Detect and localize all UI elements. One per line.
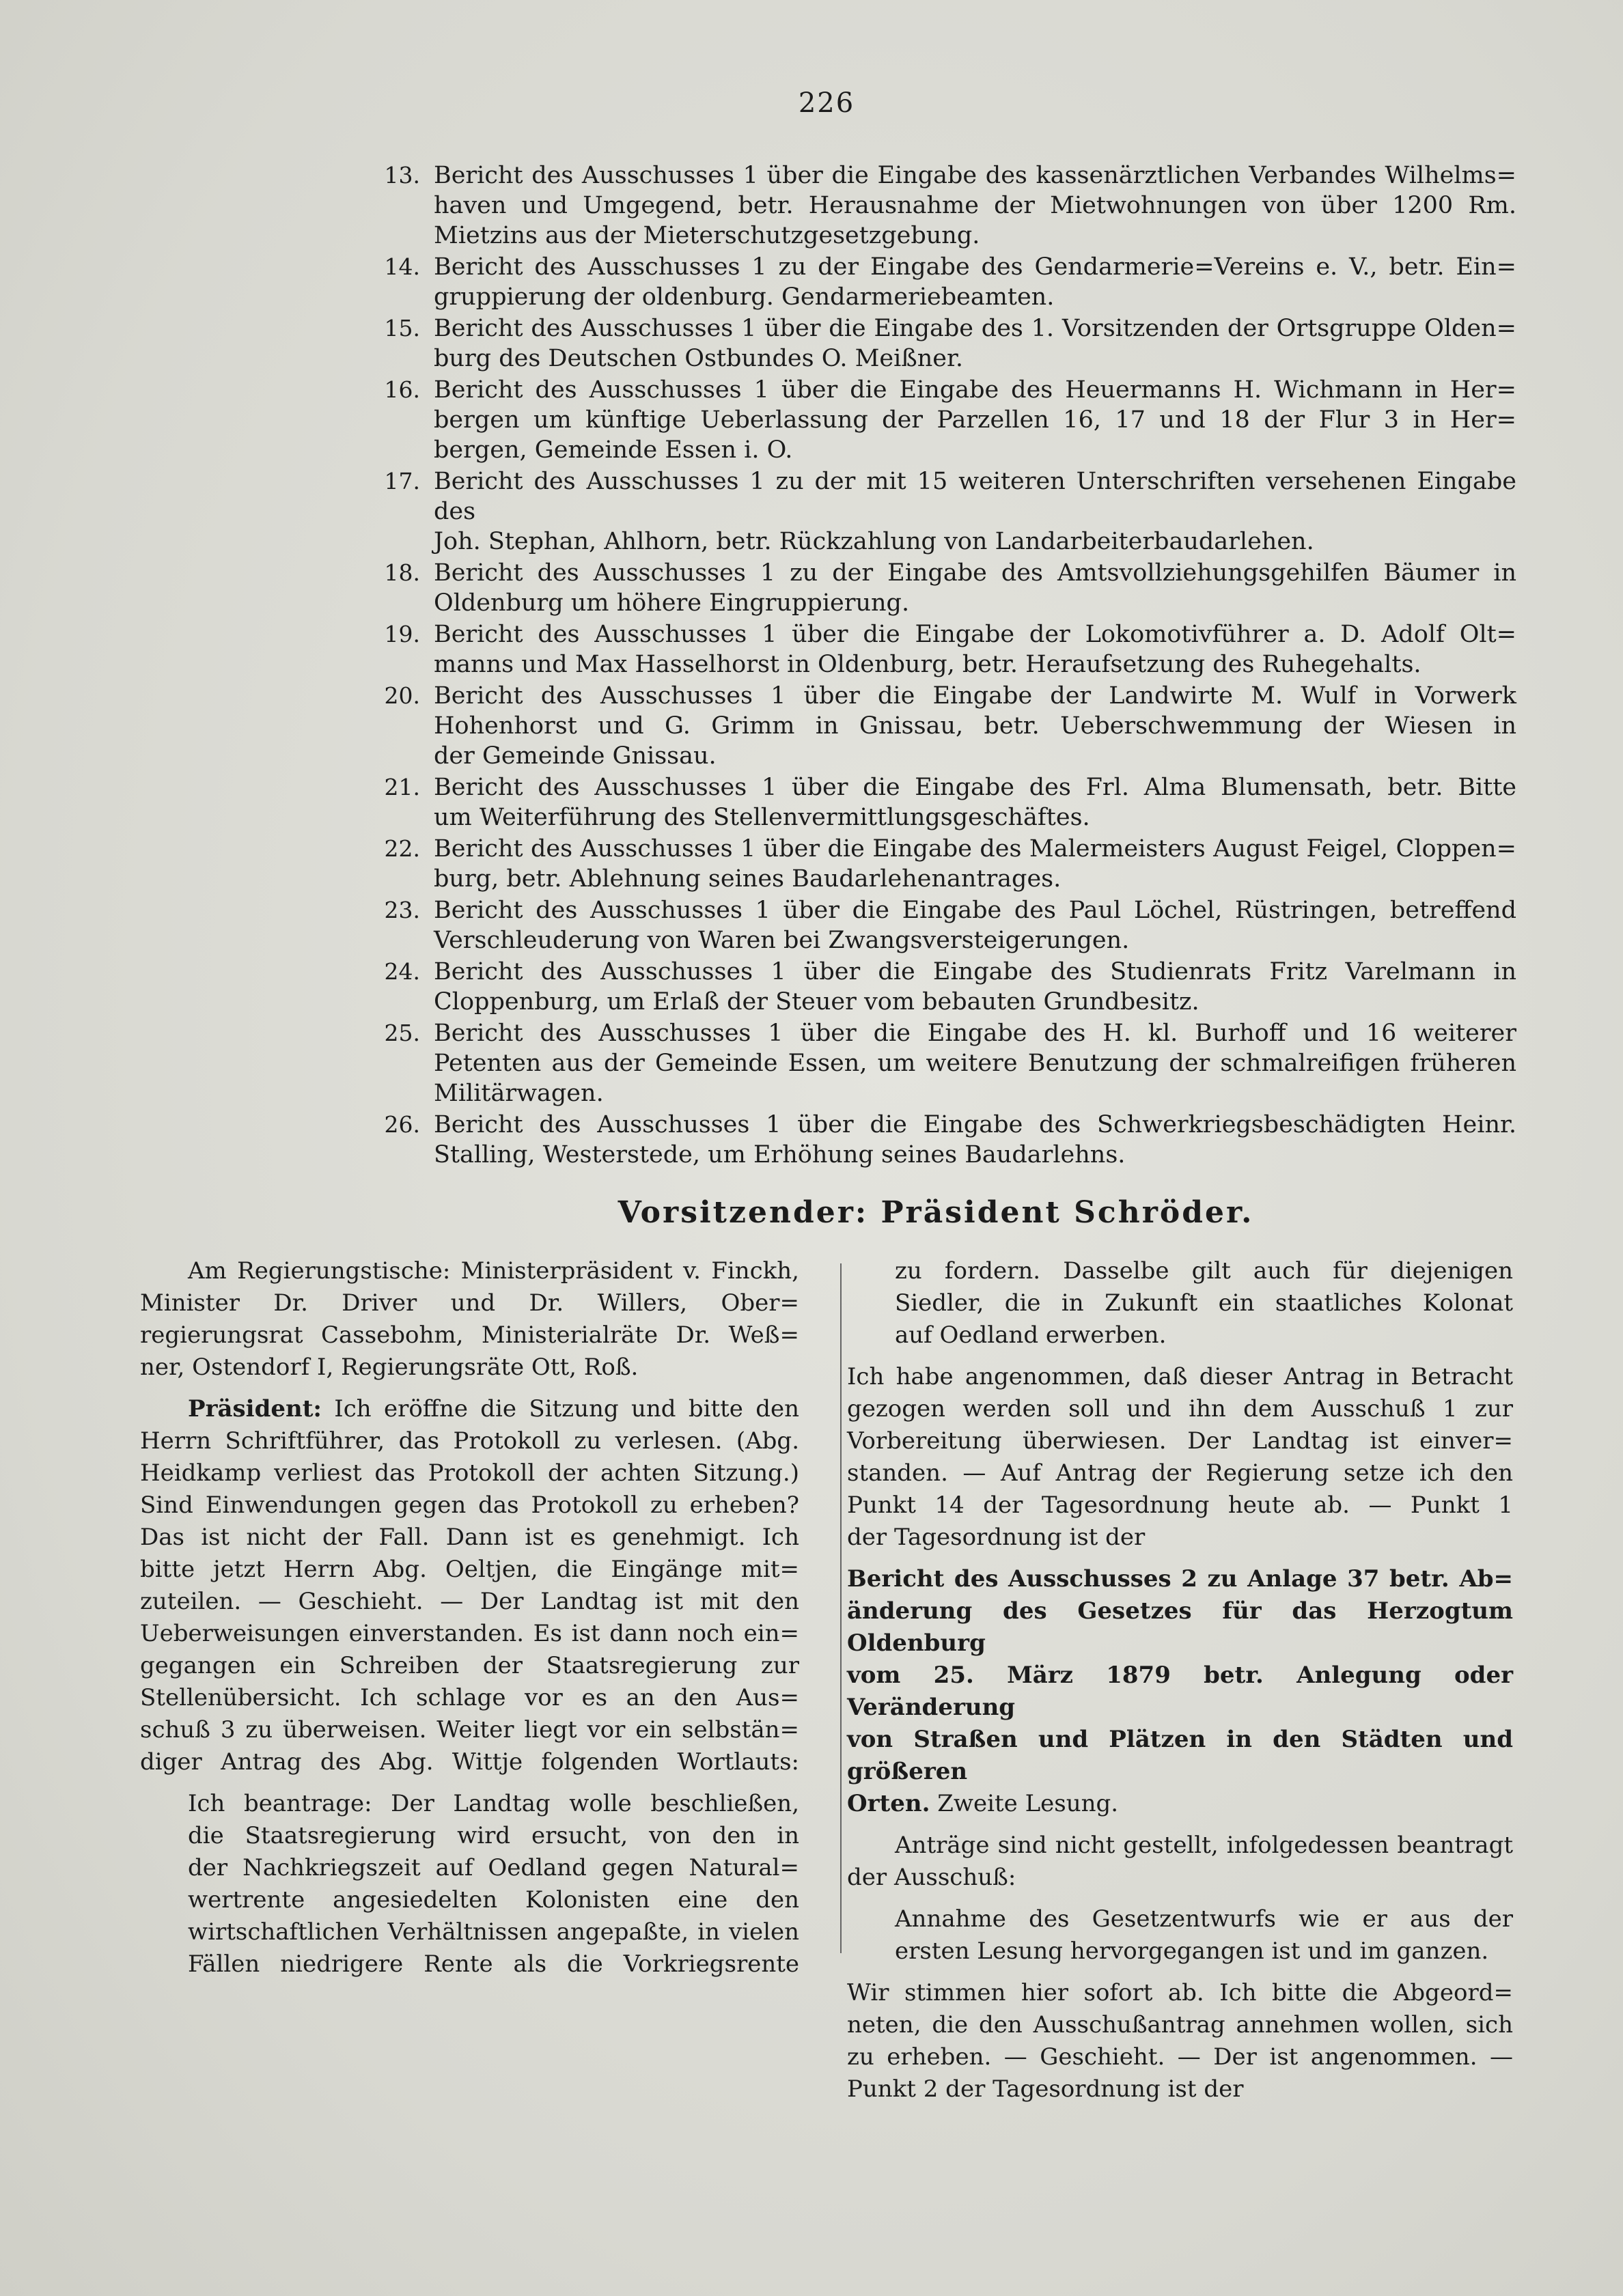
agenda-item-text: Verschleuderung von Waren bei Zwangsversteigerungen.: [434, 927, 1130, 954]
agenda-item-text: Bericht des Ausschusses 1 zu der mit 15 weiteren Unterschriften versehenen Eingabe des: [434, 468, 1516, 525]
agenda-item-number: 21.: [384, 774, 420, 800]
agenda-item-number: 14.: [384, 253, 420, 280]
attendance-line: Am Regierungstische: Ministerpräsident v. Finckh,: [188, 1257, 799, 1285]
agenda-item-text: Bericht des Ausschusses 1 über die Eingabe des kassenärztlichen Verbandes Wilhelms=: [434, 162, 1516, 189]
attendance-line: ner, Ostendorf I, Regierungsräte Ott, Roß.: [140, 1354, 639, 1381]
report-heading-line: vom 25. März 1879 betr. Anlegung oder Veränderung: [847, 1662, 1513, 1721]
committee-proposal: [847, 1903, 1513, 1968]
agenda-item: [355, 957, 1516, 1017]
paragraph-line: Punkt 14 der Tagesordnung heute ab. — Punkt 1: [847, 1492, 1513, 1519]
agenda-item-text: Bericht des Ausschusses 1 über die Eingabe des Heuermanns H. Wichmann in Her=: [434, 376, 1516, 404]
speech-opening: [140, 1393, 799, 1425]
column-divider: [840, 1263, 842, 1953]
motion-line: wertrente angesiedelten Kolonisten eine den: [188, 1886, 799, 1914]
speaker-label: Präsident:: [188, 1395, 322, 1423]
report-heading-bold-end: Orten.: [847, 1790, 930, 1817]
agenda-item-text: Bericht des Ausschusses 1 über die Eingabe des 1. Vorsitzenden der Ortsgruppe Olden=: [434, 315, 1516, 342]
agenda-item-text: Oldenburg um höhere Eingruppierung.: [434, 589, 910, 617]
agenda-item-text: Joh. Stephan, Ahlhorn, betr. Rückzahlung von Landarbeiterbaudarlehen.: [434, 528, 1314, 555]
agenda-item-text: Bericht des Ausschusses 1 über die Eingabe des Frl. Alma Blumensath, betr. Bitte: [434, 774, 1516, 801]
paragraph-line: Anträge sind nicht gestellt, infolgedessen beantragt: [895, 1832, 1513, 1859]
agenda-item-text: Stalling, Westerstede, um Erhöhung seines Baudarlehns.: [434, 1141, 1126, 1168]
agenda-item-text: Mietzins aus der Mieterschutzgesetzgebung.: [434, 222, 980, 249]
attendance-line: regierungsrat Cassebohm, Ministerialräte Dr. Weß=: [140, 1321, 799, 1349]
motion-quote-continued: [847, 1255, 1513, 1352]
speech-line: Sind Einwendungen gegen das Protokoll zu erheben?: [140, 1492, 799, 1519]
agenda-item-text: Bericht des Ausschusses 1 zu der Eingabe des Gendarmerie=Vereins e. V., betr. Ein=: [434, 253, 1516, 281]
speech-line: Stellenübersicht. Ich schlage vor es an den Aus=: [140, 1684, 799, 1711]
speech-line: zuteilen. — Geschieht. — Der Landtag ist mit den: [140, 1588, 799, 1615]
agenda-item: [355, 252, 1516, 312]
agenda-item-text: Bericht des Ausschusses 1 über die Eingabe der Landwirte M. Wulf in Vorwerk: [434, 682, 1516, 710]
agenda-item-text: Bericht des Ausschusses 1 über die Eingabe des Paul Löchel, Rüstringen, betreffend: [434, 897, 1516, 924]
agenda-item-text: Bericht des Ausschusses 1 über die Eingabe der Lokomotivführer a. D. Adolf Olt=: [434, 621, 1516, 648]
motion-line: Siedler, die in Zukunft ein staatliches Kolonat: [895, 1289, 1513, 1317]
speech-line: gegangen ein Schreiben der Staatsregierung zur: [140, 1652, 799, 1679]
agenda-item: [355, 375, 1516, 465]
motion-line: Fällen niedrigere Rente als die Vorkriegsrente: [188, 1950, 799, 1978]
paragraph-line: zu erheben. — Geschieht. — Der ist angenommen. —: [847, 2043, 1513, 2071]
agenda-item-number: 20.: [384, 682, 420, 709]
agenda-item-text: bergen, Gemeinde Essen i. O.: [434, 436, 793, 464]
right-column: [847, 1255, 1513, 2105]
attendance-block: [140, 1255, 799, 1384]
paragraph-line: standen. — Auf Antrag der Regierung setze ich den: [847, 1459, 1513, 1487]
speech-line: Herrn Schriftführer, das Protokoll zu verlesen. (Abg.: [140, 1427, 799, 1455]
agenda-item-number: 23.: [384, 897, 420, 923]
report-heading-line: Bericht des Ausschusses 2 zu Anlage 37 betr. Ab=: [847, 1565, 1513, 1593]
paragraph-line: Ich habe angenommen, daß dieser Antrag in Betracht: [847, 1363, 1513, 1390]
motion-line: Ich beantrage: Der Landtag wolle beschließen,: [188, 1790, 799, 1817]
agenda-item: [355, 558, 1516, 618]
paragraph-1: [847, 1361, 1513, 1554]
paragraph-line: Vorbereitung überwiesen. Der Landtag ist einver=: [847, 1427, 1513, 1455]
agenda-item: [355, 895, 1516, 955]
agenda-item-number: 17.: [384, 468, 420, 494]
agenda-item: [355, 681, 1516, 771]
report-heading-line: änderung des Gesetzes für das Herzogtum Oldenburg: [847, 1597, 1513, 1657]
speech-block: [140, 1425, 799, 1778]
agenda-item-text: manns und Max Hasselhorst in Oldenburg, betr. Heraufsetzung des Ruhegehalts.: [434, 651, 1421, 678]
agenda-item-text: Bericht des Ausschusses 1 über die Eingabe des Studienrats Fritz Varelmann in: [434, 958, 1516, 985]
report-heading: [847, 1563, 1513, 1788]
report-heading-line: von Straßen und Plätzen in den Städten und größeren: [847, 1726, 1513, 1785]
agenda-item: [355, 466, 1516, 557]
agenda-list: [355, 160, 1516, 1171]
motion-line: der Nachkriegszeit auf Oedland gegen Natural=: [188, 1854, 799, 1881]
agenda-item-text: Petenten aus der Gemeinde Essen, um weitere Benutzung der schmalreifigen früheren: [434, 1050, 1516, 1077]
agenda-item: [355, 313, 1516, 374]
speech-line: bitte jetzt Herrn Abg. Oeltjen, die Eingänge mit=: [140, 1556, 799, 1583]
proposal-line: ersten Lesung hervorgegangen ist und im ganzen.: [895, 1937, 1489, 1965]
agenda-item-text: der Gemeinde Gnissau.: [434, 742, 717, 770]
proposal-line: Annahme des Gesetzentwurfs wie er aus der: [895, 1905, 1513, 1933]
agenda-item: [355, 160, 1516, 251]
paragraph-line: gezogen werden soll und ihn dem Ausschuß 1 zur: [847, 1395, 1513, 1423]
speech-line: Das ist nicht der Fall. Dann ist es genehmigt. Ich: [140, 1524, 799, 1551]
paragraph-3: [847, 1977, 1513, 2105]
paragraph-line: der Tagesordnung ist der: [847, 1524, 1146, 1551]
agenda-item-text: gruppierung der oldenburg. Gendarmeriebeamten.: [434, 283, 1055, 311]
agenda-item-text: Bericht des Ausschusses 1 über die Eingabe des Schwerkriegsbeschädigten Heinr.: [434, 1111, 1516, 1138]
report-heading-last: [847, 1788, 1513, 1820]
agenda-item: [355, 619, 1516, 680]
paragraph-line: der Ausschuß:: [847, 1864, 1016, 1891]
agenda-item-number: 13.: [384, 162, 420, 188]
chair-heading: Vorsitzender: Präsident Schröder.: [618, 1195, 1254, 1230]
agenda-item-number: 16.: [384, 376, 420, 403]
agenda-item-text: um Weiterführung des Stellenvermittlungsgeschäftes.: [434, 804, 1090, 831]
speech-line: schuß 3 zu überweisen. Weiter liegt vor ein selbstän=: [140, 1716, 799, 1744]
agenda-item: [355, 834, 1516, 894]
agenda-item-number: 22.: [384, 835, 420, 862]
agenda-item: [355, 1018, 1516, 1108]
agenda-item-text: Militärwagen.: [434, 1080, 604, 1107]
agenda-item-text: burg des Deutschen Ostbundes O. Meißner.: [434, 345, 963, 372]
agenda-item-number: 19.: [384, 621, 420, 647]
agenda-item-number: 25.: [384, 1020, 420, 1046]
paragraph-2: [847, 1830, 1513, 1894]
speech-line: Ueberweisungen einverstanden. Es ist dann noch ein=: [140, 1620, 799, 1647]
speech-line: diger Antrag des Abg. Wittje folgenden Wortlauts:: [140, 1748, 799, 1776]
agenda-item-text: Bericht des Ausschusses 1 über die Eingabe des H. kl. Burhoff und 16 weiterer: [434, 1020, 1516, 1047]
page-number: 226: [798, 87, 855, 119]
agenda-item-text: Cloppenburg, um Erlaß der Steuer vom bebauten Grundbesitz.: [434, 988, 1199, 1016]
agenda-item-number: 15.: [384, 315, 420, 341]
agenda-item-number: 18.: [384, 559, 420, 586]
agenda-item-number: 26.: [384, 1111, 420, 1138]
agenda-item-text: Hohenhorst und G. Grimm in Gnissau, betr. Ueberschwemmung der Wiesen in: [434, 712, 1516, 740]
agenda-item-text: Bericht des Ausschusses 1 über die Eingabe des Malermeisters August Feigel, Cloppen=: [434, 835, 1516, 863]
attendance-line: Minister Dr. Driver und Dr. Willers, Ober=: [140, 1289, 799, 1317]
agenda-item-text: Bericht des Ausschusses 1 zu der Eingabe des Amtsvollziehungsgehilfen Bäumer in: [434, 559, 1516, 587]
agenda-item-text: burg, betr. Ablehnung seines Baudarlehenantrages.: [434, 865, 1062, 893]
left-column: [140, 1255, 799, 1980]
paragraph-line: neten, die den Ausschußantrag annehmen wollen, sich: [847, 2011, 1513, 2039]
motion-line: wirtschaftlichen Verhältnissen angepaßte, in vielen: [188, 1918, 799, 1946]
agenda-item-number: 24.: [384, 958, 420, 985]
report-reading-label: Zweite Lesung.: [937, 1790, 1119, 1817]
agenda-item: [355, 1110, 1516, 1170]
motion-line: zu fordern. Dasselbe gilt auch für diejenigen: [895, 1257, 1513, 1285]
agenda-item-text: haven und Umgegend, betr. Herausnahme der Mietwohnungen von über 1200 Rm.: [434, 192, 1516, 219]
agenda-item: [355, 772, 1516, 832]
motion-line: die Staatsregierung wird ersucht, von den in: [188, 1822, 799, 1849]
speech-line: Heidkamp verliest das Protokoll der achten Sitzung.): [140, 1459, 799, 1487]
agenda-item-text: bergen um künftige Ueberlassung der Parzellen 16, 17 und 18 der Flur 3 in Her=: [434, 406, 1516, 434]
speech-first-line: Ich eröffne die Sitzung und bitte den: [334, 1395, 799, 1423]
motion-line: auf Oedland erwerben.: [895, 1321, 1167, 1349]
paragraph-line: Wir stimmen hier sofort ab. Ich bitte die Abgeord=: [847, 1979, 1513, 2006]
motion-quote: [140, 1788, 799, 1980]
paragraph-line: Punkt 2 der Tagesordnung ist der: [847, 2075, 1244, 2103]
